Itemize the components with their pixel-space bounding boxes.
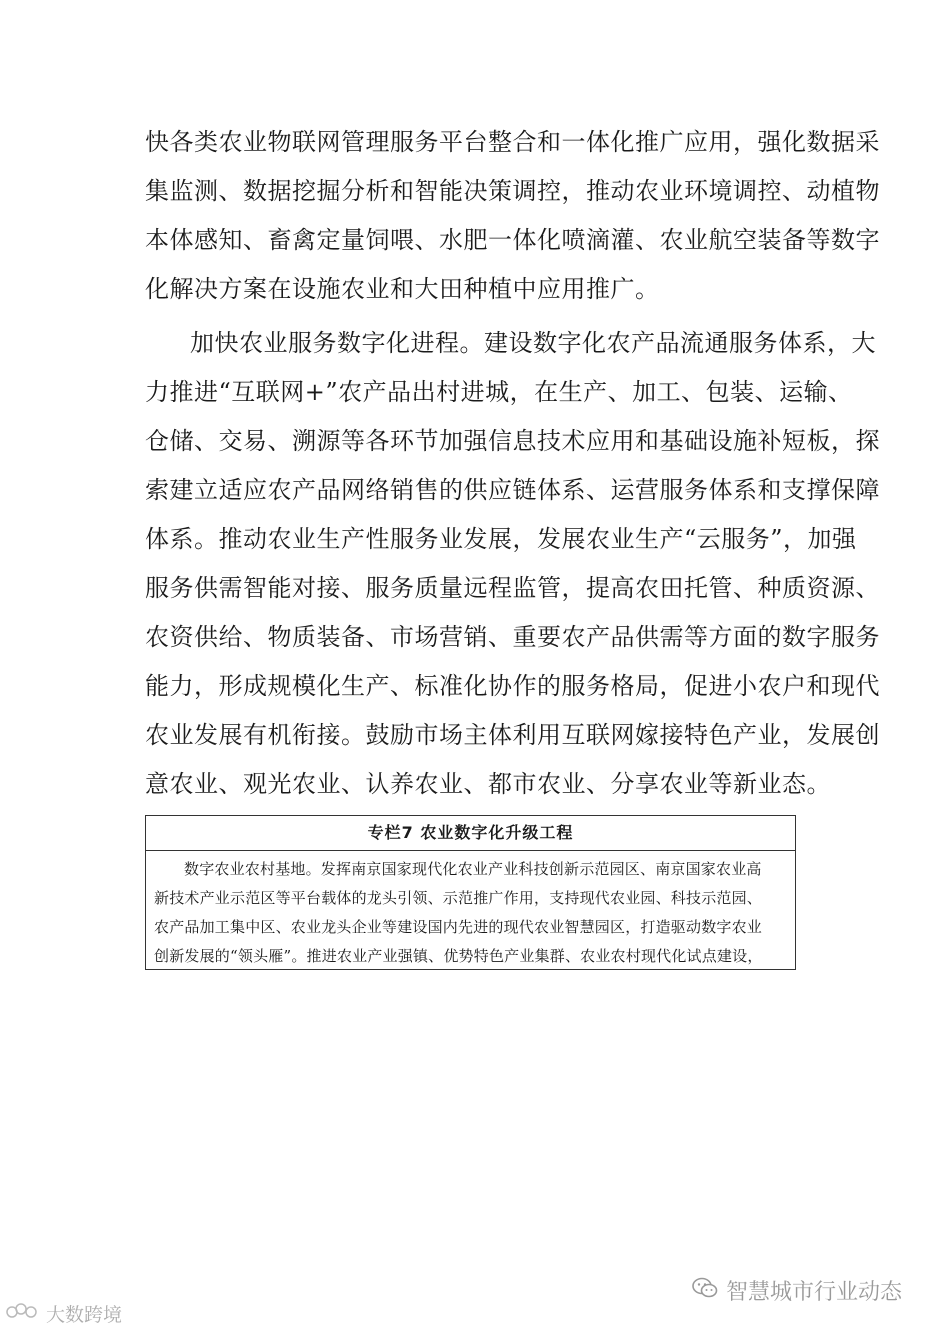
text-line: 加快农业服务数字化进程。建设数字化农产品流通服务体系，大 bbox=[190, 329, 876, 357]
watermark-right-text: 智慧城市行业动态 bbox=[726, 1280, 903, 1305]
box-text-line: 农产品加工集中区、农业龙头企业等建设国内先进的现代农业智慧园区，打造驱动数字农业 bbox=[154, 918, 763, 936]
watermark-right bbox=[692, 1275, 902, 1306]
text-line: 索建立适应农产品网络销售的供应链体系、运营服务体系和支撑保障 bbox=[145, 476, 880, 504]
text-line: 仓储、交易、溯源等各环节加强信息技术应用和基础设施补短板，探 bbox=[145, 427, 880, 455]
paragraph-1 bbox=[145, 118, 880, 314]
text-line: 体系。推动农业生产性服务业发展，发展农业生产“云服务”，加强 bbox=[145, 525, 857, 553]
watermark-left bbox=[6, 1300, 122, 1327]
box-text-line: 新技术产业示范区等平台载体的龙头引领、示范推广作用，支持现代农业园、科技示范园、 bbox=[154, 889, 763, 907]
watermark-left-text: 大数跨境 bbox=[46, 1304, 123, 1326]
document-body bbox=[145, 118, 880, 809]
feature-box-content bbox=[146, 851, 795, 971]
box-text-line: 数字农业农村基地。发挥南京国家现代化农业产业科技创新示范园区、南京国家农业高 bbox=[184, 860, 762, 878]
text-line: 力推进“互联网+”农产品出村进城，在生产、加工、包装、运输、 bbox=[145, 378, 853, 406]
text-line: 本体感知、畜禽定量饲喂、水肥一体化喷滴灌、农业航空装备等数字 bbox=[145, 226, 880, 254]
text-line: 快各类农业物联网管理服务平台整合和一体化推广应用，强化数据采 bbox=[145, 128, 880, 156]
text-line: 意农业、观光农业、认养农业、都市农业、分享农业等新业态。 bbox=[145, 770, 831, 798]
feature-box bbox=[145, 815, 796, 970]
text-line: 能力，形成规模化生产、标准化协作的服务格局，促进小农户和现代 bbox=[145, 672, 880, 700]
text-line: 农业发展有机衔接。鼓励市场主体利用互联网嫁接特色产业，发展创 bbox=[145, 721, 880, 749]
text-line: 服务供需智能对接、服务质量远程监管，提高农田托管、种质资源、 bbox=[145, 574, 880, 602]
text-line: 农资供给、物质装备、市场营销、重要农产品供需等方面的数字服务 bbox=[145, 623, 880, 651]
feature-box-title: 专栏7 农业数字化升级工程 bbox=[146, 816, 795, 851]
logo-mark-icon bbox=[6, 1301, 40, 1326]
paragraph-2 bbox=[145, 319, 880, 809]
box-text-line: 创新发展的“领头雁”。推进农业产业强镇、优势特色产业集群、农业农村现代化试点建设， bbox=[154, 947, 763, 965]
text-line: 化解决方案在设施农业和大田种植中应用推广。 bbox=[145, 275, 660, 303]
wechat-icon bbox=[692, 1277, 718, 1305]
text-line: 集监测、数据挖掘分析和智能决策调控，推动农业环境调控、动植物 bbox=[145, 177, 880, 205]
